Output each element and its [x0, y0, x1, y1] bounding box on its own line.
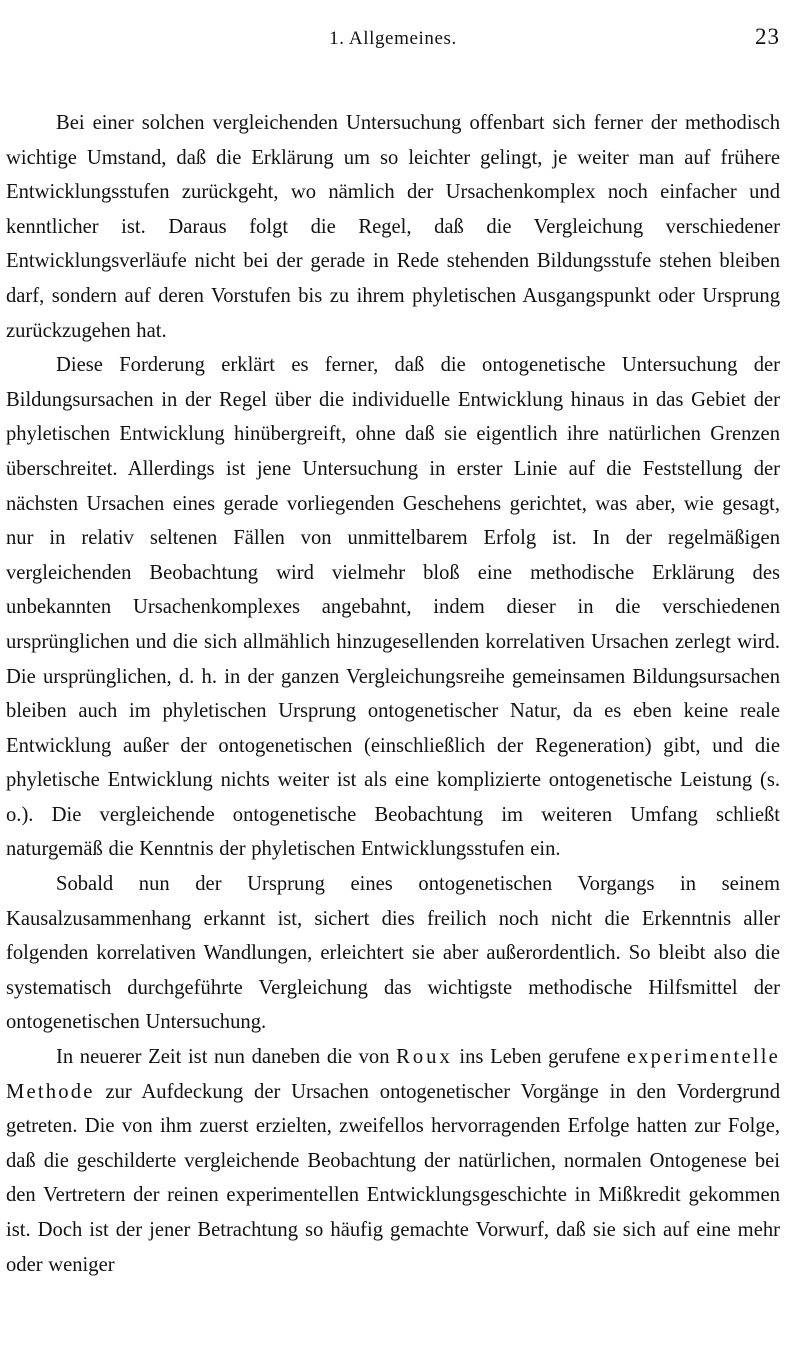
running-head — [6, 24, 780, 64]
page-number: 23 — [755, 24, 780, 49]
author-name: Roux — [396, 1046, 453, 1069]
paragraph-4 — [6, 1040, 780, 1282]
running-title: 1. Allgemeines. — [329, 28, 457, 49]
paragraph-1: Bei einer solchen vergleichenden Untersuchung offenbart sich ferner der methodisch wichtige Umstand, daß die Erklärung um so leichter gelingt, je weiter man auf frühere Entwicklungsstufen zurückgeht, wo nämlich der Ursachenkomplex noch einfacher und kenntlicher ist. Daraus folgt die Regel, daß die Vergleichung verschiedener Entwicklungsverläufe nicht bei der gerade in Rede stehenden Bildungsstufe stehen bleiben darf, sondern auf deren Vorstufen bis zu ihrem phyletischen Ausgangspunkt oder Ursprung zurückzugehen hat. — [6, 112, 780, 342]
emphasized-term: experimentelle Methode — [6, 1046, 780, 1103]
paragraph-4-continuation: ins Leben gerufene — [452, 1046, 627, 1069]
body-text — [6, 106, 780, 1282]
paragraph-2: Diese Forderung erklärt es ferner, daß die ontogenetische Untersuchung der Bildungsursachen in der Regel über die individuelle Entwicklung hinaus in das Gebiet der phyletischen Entwicklung hinübergreift, ohne daß sie eigentlich ihre natürlichen Grenzen überschreitet. Allerdings ist jene Untersuchung in erster Linie auf die Feststellung der nächsten Ursachen eines gerade vorliegenden Geschehens gerichtet, was aber, wie gesagt, nur in relativ seltenen Fällen von unmittelbarem Erfolg ist. In der regelmäßigen vergleichenden Beobachtung wird vielmehr bloß eine methodische Erklärung des unbekannten Ursachenkomplexes angebahnt, indem dieser in die verschiedenen ursprünglichen und die sich allmählich hinzugesellenden korrelativen Ursachen zerlegt wird. Die ursprünglichen, d. h. in der ganzen Vergleichungsreihe gemeinsamen Bildungsursachen bleiben auch im phyletischen Ursprung ontogenetischer Natur, da es eben keine reale Entwicklung außer der ontogenetischen (einschließlich der Regeneration) gibt, und die phyletische Entwicklung nichts weiter ist als eine komplizierte ontogenetische Leistung (s. o.). Die vergleichende ontogenetische Beobachtung im weiteren Umfang schließt naturgemäß die Kenntnis der phyletischen Entwicklungsstufen ein. — [6, 354, 780, 861]
paragraph-3: Sobald nun der Ursprung eines ontogenetischen Vorgangs in seinem Kausalzusammenhang erkannt ist, sichert dies freilich noch nicht die Erkenntnis aller folgenden korrelativen Wandlungen, erleichtert sie aber außerordentlich. So bleibt also die systematisch durchgeführte Vergleichung das wichtigste methodische Hilfsmittel der ontogenetischen Untersuchung. — [6, 873, 780, 1034]
paragraph-4-intro: In neuerer Zeit ist nun daneben die von — [56, 1046, 397, 1069]
paragraph-4-rest: zur Aufdeckung der Ursachen ontogenetischer Vorgänge in den Vordergrund getreten. Die von ihm zuerst erzielten, zweifellos hervorragenden Erfolge hatten zur Folge, daß die geschilderte vergleichende Beobachtung der natürlichen, normalen Ontogenese bei den Vertretern der reinen experimentellen Entwicklungsgeschichte in Mißkredit gekommen ist. Doch ist der jener Betrachtung so häufig gemachte Vorwurf, daß sie sich auf eine mehr oder weniger — [6, 1080, 780, 1276]
book-page — [6, 24, 780, 1282]
